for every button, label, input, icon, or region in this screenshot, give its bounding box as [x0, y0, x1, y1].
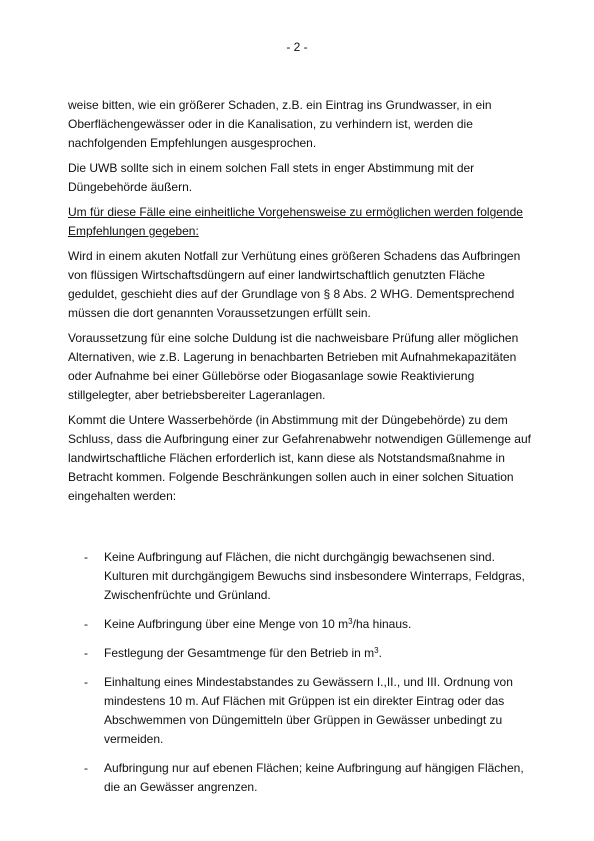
paragraph-2: Die UWB sollte sich in einem solchen Fall stets in enger Abstimmung mit der Düngebehörde äußern.	[68, 161, 475, 194]
paragraph-3-underlined: Um für diese Fälle eine einheitliche Vorgehensweise zu ermöglichen werden folgende Empfehlungen gegeben:	[68, 205, 523, 238]
list-item-text: Einhaltung eines Mindestabstandes zu Gewässern I.,II., und III. Ordnung von mindestens 10 m. Auf Flächen mit Grüppen ist ein direkter Eintrag oder das Abschwemmen von Düngemitteln über Grüppen in Gewässer unbedingt zu vermeiden.	[104, 675, 513, 746]
paragraph-1: weise bitten, wie ein größerer Schaden, z.B. ein Eintrag ins Grundwasser, in ein Oberflächengewässer oder in die Kanalisation, zu verhindern ist, werden die nachfolgenden Empfehlungen ausgesprochen.	[68, 98, 492, 150]
list-dash: -	[84, 675, 88, 689]
list-item	[68, 615, 536, 634]
list-dash: -	[84, 550, 88, 564]
paragraph-5: Voraussetzung für eine solche Duldung ist die nachweisbare Prüfung aller möglichen Alternativen, wie z.B. Lagerung in benachbarten Betrieben mit Aufnahmekapazitäten oder Aufnahme bei einer Güllebörse oder Biogasanlage sowie Reaktivierung stillgelegter, aber betriebsbereiter Lageranlagen.	[68, 331, 519, 402]
list-item-text: Keine Aufbringung auf Flächen, die nicht durchgängig bewachsenen sind. Kulturen mit durchgängigem Bewuchs sind insbesondere Winterraps, Feldgras, Zwischenfrüchte und Grünland.	[104, 550, 525, 602]
list-item	[68, 759, 536, 797]
list-item-text-part: /ha hinaus.	[352, 617, 412, 631]
list-item	[68, 644, 536, 663]
superscript: 3	[348, 617, 353, 626]
paragraph-4: Wird in einem akuten Notfall zur Verhütung eines größeren Schadens das Aufbringen von flüssigen Wirtschaftsdüngern auf einer landwirtschaftlich genutzten Fläche geduldet, geschieht dies auf der Grundlage von § 8 Abs. 2 WHG. Dementsprechend müssen die dort genannten Voraussetzungen erfüllt sein.	[68, 249, 521, 320]
paragraph-6: Kommt die Untere Wasserbehörde (in Abstimmung mit der Düngebehörde) zu dem Schluss, dass die Aufbringung einer zur Gefahrenabwehr notwendigen Güllemenge auf landwirtschaftliche Flächen erforderlich ist, kann diese als Notstandsmaßnahme in Betracht kommen. Folgende Beschränkungen sollen auch in einer solchen Situation eingehalten werden:	[68, 413, 531, 503]
list-item	[68, 548, 536, 605]
superscript: 3	[374, 646, 379, 655]
list-item-text	[104, 617, 411, 631]
list-dash: -	[84, 761, 88, 775]
list-item-text-part: Keine Aufbringung über eine Menge von 10 m	[104, 617, 349, 631]
list-item-text-part: .	[378, 646, 382, 660]
list-dash: -	[84, 617, 88, 631]
list-item	[68, 673, 536, 749]
list-item-text	[104, 646, 382, 660]
page-number: - 2 -	[286, 40, 308, 54]
restrictions-list	[68, 548, 536, 797]
list-item-text: Aufbringung nur auf ebenen Flächen; keine Aufbringung auf hängigen Flächen, die an Gewässer angrenzen.	[104, 761, 524, 794]
list-item-text-part: Festlegung der Gesamtmenge für den Betrieb in m	[104, 646, 375, 660]
list-dash: -	[84, 646, 88, 660]
document-body	[68, 96, 536, 807]
